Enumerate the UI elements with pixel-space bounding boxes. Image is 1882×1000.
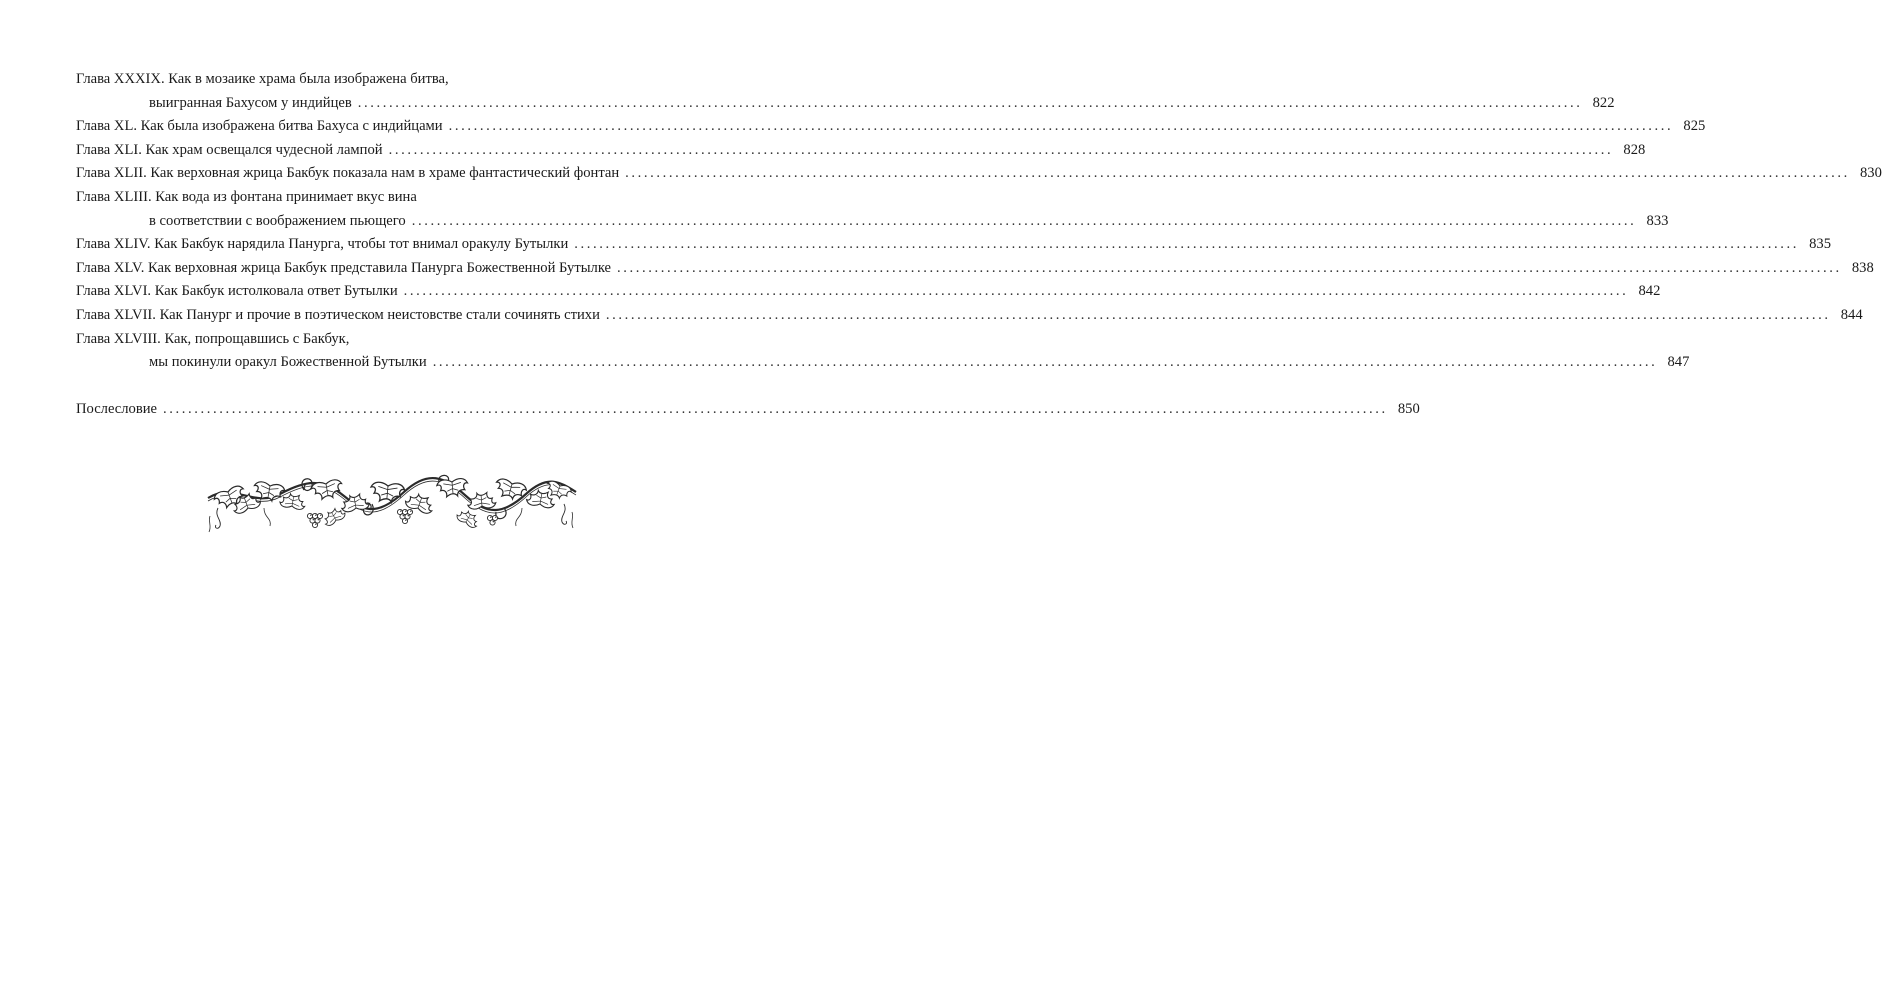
toc-entry-title-continued: мы покинули оракул Божественной Бутылки: [149, 354, 427, 371]
toc-entry[interactable]: [76, 328, 1690, 375]
toc-entry[interactable]: [76, 280, 1661, 304]
toc-entry[interactable]: [76, 186, 1669, 233]
dot-leader: [412, 210, 1637, 234]
toc-entry[interactable]: [76, 115, 1706, 139]
toc-page-number: 844: [1840, 306, 1863, 323]
toc-entry-title: Глава XLII. Как верховная жрица Бакбук показала нам в храме фантастический фонтан: [76, 165, 620, 182]
toc-page-number: 847: [1667, 354, 1690, 371]
toc-entry-title: Глава XLIV. Как Бакбук нарядила Панурга, чтобы тот внимал оракулу Бутылки: [76, 236, 569, 253]
toc-entry[interactable]: [76, 162, 1882, 186]
dot-leader: [163, 398, 1388, 422]
toc-entry-title-continued: в соответствии с воображением пьющего: [149, 212, 406, 229]
dot-leader: [404, 280, 1629, 304]
toc-entry[interactable]: [76, 68, 1615, 115]
table-of-contents: [76, 68, 1882, 422]
toc-spacer: [76, 375, 706, 399]
toc-entry-title: Глава XLV. Как верховная жрица Бакбук представила Панурга Божественной Бутылке: [76, 259, 612, 276]
dot-leader: [389, 139, 1614, 163]
dot-leader: [574, 233, 1799, 257]
dot-leader: [449, 115, 1674, 139]
toc-page-number: 822: [1592, 94, 1615, 111]
grapevine-ornament-icon: [204, 468, 580, 554]
toc-entry-afterword[interactable]: [76, 398, 1420, 422]
toc-page-number: 830: [1859, 165, 1882, 182]
toc-entry-title: Глава XXXIX. Как в мозаике храма была изображена битва,: [76, 71, 449, 87]
toc-entry-title-continued: выигранная Бахусом у индийцев: [149, 94, 352, 111]
toc-entry[interactable]: [76, 233, 1831, 257]
toc-page-number: 838: [1851, 259, 1874, 276]
toc-page-number: 825: [1683, 118, 1706, 135]
toc-entry-title: Глава XLVIII. Как, попрощавшись с Бакбук,: [76, 330, 350, 347]
toc-entry-title: Глава XLIII. Как вода из фонтана принимает вкус вина: [76, 188, 417, 205]
toc-entry[interactable]: [76, 304, 1863, 328]
dot-leader: [433, 351, 1658, 375]
dot-leader: [358, 92, 1583, 116]
toc-entry[interactable]: [76, 139, 1646, 163]
toc-entry-title: Глава XLVII. Как Панург и прочие в поэтическом неистовстве стали сочинять стихи: [76, 306, 600, 323]
toc-entry-title: Глава XLVI. Как Бакбук истолковала ответ Бутылки: [76, 283, 398, 300]
toc-entry-title: Глава XL. Как была изображена битва Бахуса с индийцами: [76, 118, 443, 135]
toc-page-number: 850: [1397, 401, 1420, 418]
toc-page-number: 833: [1646, 212, 1669, 229]
toc-page-number: 828: [1623, 141, 1646, 158]
toc-entry-title: Глава XLI. Как храм освещался чудесной лампой: [76, 141, 383, 158]
toc-page-number: 842: [1638, 283, 1661, 300]
dot-leader: [625, 162, 1850, 186]
toc-page-number: 835: [1809, 236, 1831, 253]
toc-entry[interactable]: [76, 257, 1874, 281]
dot-leader: [606, 304, 1831, 328]
dot-leader: [617, 257, 1842, 281]
toc-entry-title: Послесловие: [76, 401, 158, 418]
